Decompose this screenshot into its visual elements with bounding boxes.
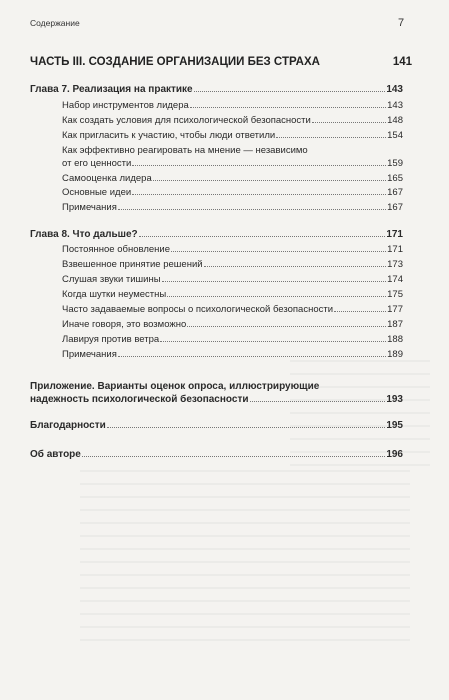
chapter-title: Глава 7. Реализация на практике <box>30 84 193 95</box>
toc-entry[interactable]: Примечания 189 <box>62 349 403 360</box>
chapter-title: Глава 8. Что дальше? <box>30 229 138 240</box>
toc-entry[interactable]: Как пригласить к участию, чтобы люди ответили 154 <box>62 130 403 141</box>
toc-chapter-8[interactable] <box>30 229 403 241</box>
part-heading <box>30 56 412 68</box>
toc-entry[interactable]: Слушая звуки тишины 174 <box>62 274 403 285</box>
show-through-text-lower <box>80 470 410 670</box>
chapter-page: 171 <box>386 229 403 240</box>
toc-entry[interactable]: Лавируя против ветра 188 <box>62 334 403 345</box>
toc-entry[interactable]: Примечания 167 <box>62 202 403 213</box>
toc-acknowledgments[interactable]: Благодарности 195 <box>30 420 403 431</box>
toc-entry[interactable]: Когда шутки неуместны 175 <box>62 289 403 300</box>
toc-entry[interactable]: Самооценка лидера 165 <box>62 173 403 184</box>
running-head: Содержание <box>30 18 80 28</box>
toc-entry[interactable]: Как эффективно реагировать на мнение — независимо от его ценности 159 <box>62 145 403 169</box>
part-page: 141 <box>392 56 412 68</box>
page-number: 7 <box>398 17 405 29</box>
toc-appendix[interactable]: Приложение. Варианты оценок опроса, иллюстрирующие надежность психологической безопасности 193 <box>30 381 403 405</box>
part-title: ЧАСТЬ III. СОЗДАНИЕ ОРГАНИЗАЦИИ БЕЗ СТРАХА <box>30 56 320 68</box>
toc-entry[interactable]: Иначе говоря, это возможно 187 <box>62 319 403 330</box>
toc-entry[interactable]: Набор инструментов лидера 143 <box>62 100 403 111</box>
toc-entry[interactable]: Как создать условия для психологической безопасности 148 <box>62 115 403 126</box>
toc-entry[interactable]: Постоянное обновление 171 <box>62 244 403 255</box>
toc-entry[interactable]: Часто задаваемые вопросы о психологической безопасности 177 <box>62 304 403 315</box>
chapter-page: 143 <box>386 84 403 95</box>
toc-about-author[interactable]: Об авторе 196 <box>30 449 403 460</box>
toc-entry[interactable]: Взвешенное принятие решений 173 <box>62 259 403 270</box>
toc-entry[interactable]: Основные идеи 167 <box>62 187 403 198</box>
toc-chapter-7[interactable] <box>30 84 403 96</box>
